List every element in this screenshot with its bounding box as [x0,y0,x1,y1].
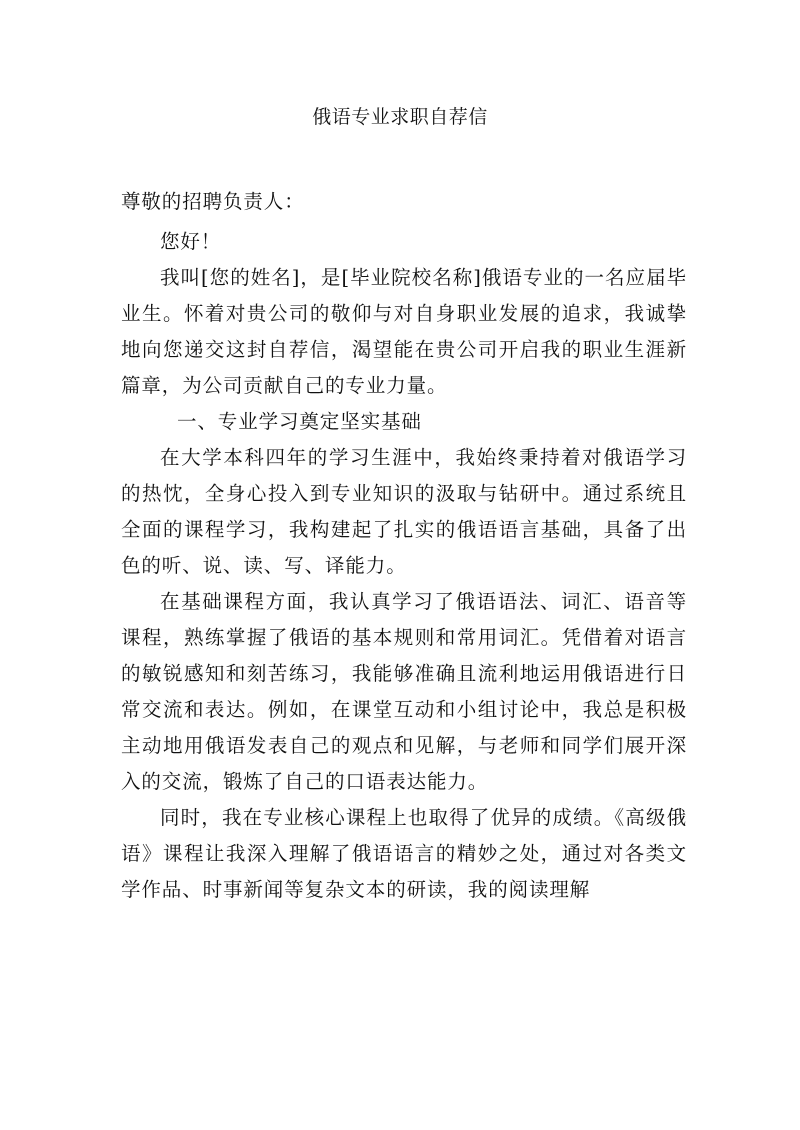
paragraph-basic-courses: 在基础课程方面，我认真学习了俄语语法、词汇、语音等课程，熟练掌握了俄语的基本规则和常用词汇。凭借着对语言的敏锐感知和刻苦练习，我能够准确且流利地运用俄语进行日常交流和表达。例如，在课堂互动和小组讨论中，我总是积极主动地用俄语发表自己的观点和见解，与老师和同学们展开深入的交流，锻炼了自己的口语表达能力。 [121,590,687,793]
page-title: 俄语专业求职自荐信 [312,106,488,128]
paragraph-intro: 我叫[您的姓名]，是[毕业院校名称]俄语专业的一名应届毕业生。怀着对贵公司的敬仰与对自身职业发展的追求，我诚挚地向您递交这封自荐信，渴望能在贵公司开启我的职业生涯新篇章，为公司贡献自己的专业力量。 [121,266,687,397]
paragraph-study: 在大学本科四年的学习生涯中，我始终秉持着对俄语学习的热忱，全身心投入到专业知识的汲取与钻研中。通过系统且全面的课程学习，我构建起了扎实的俄语语言基础，具备了出色的听、说、读、写、译能力。 [121,446,687,577]
salutation: 尊敬的招聘负责人： [121,190,305,213]
section-heading: 一、专业学习奠定坚实基础 [177,410,422,433]
letter-body [121,184,687,908]
greeting: 您好！ [160,230,222,253]
paragraph-core-courses: 同时，我在专业核心课程上也取得了优异的成绩。《高级俄语》课程让我深入理解了俄语语言的精妙之处，通过对各类文学作品、时事新闻等复杂文本的研读，我的阅读理解 [121,806,687,901]
